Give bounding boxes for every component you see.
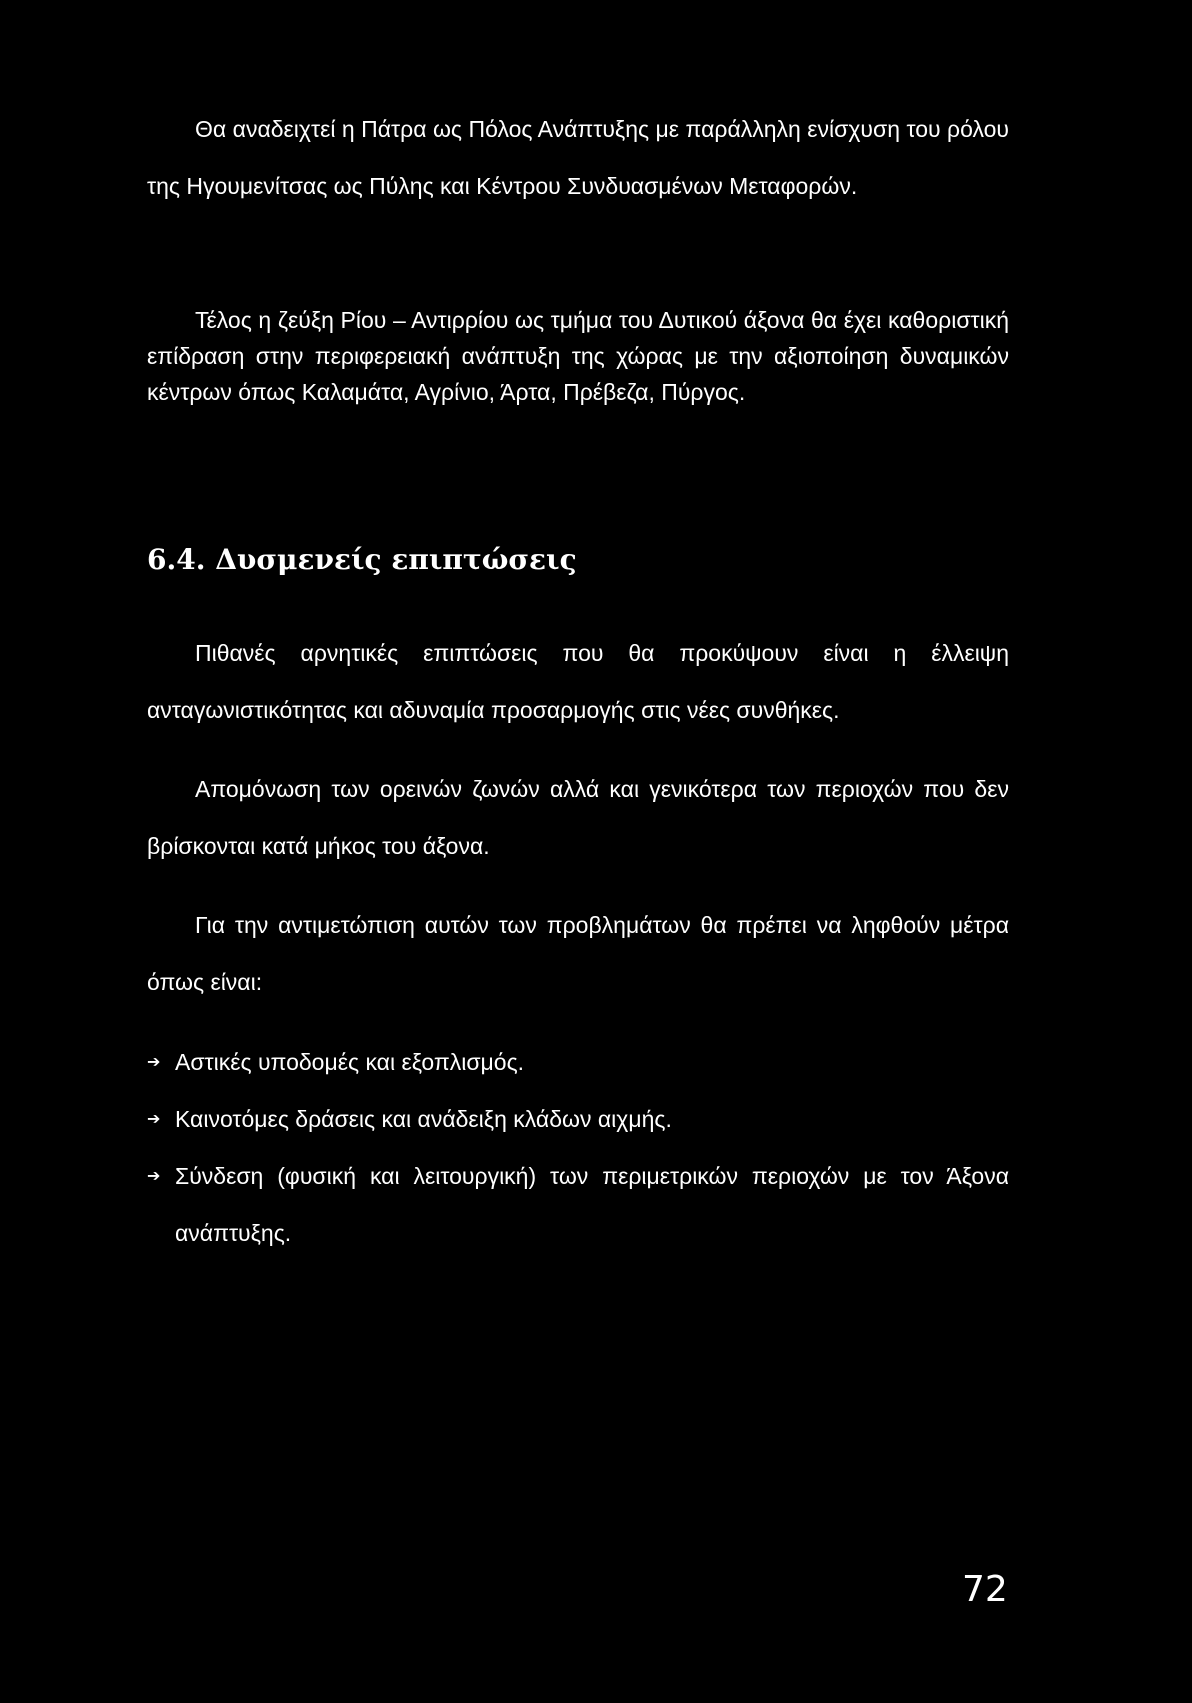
paragraph-isolation: Απομόνωση των ορεινών ζωνών αλλά και γενικότερα των περιοχών που δεν βρίσκονται κατά μήκος του άξονα.	[147, 776, 1009, 859]
list-item-text: Καινοτόμες δράσεις και ανάδειξη κλάδων αιχμής.	[175, 1106, 672, 1132]
list-item	[147, 1091, 1009, 1148]
section-heading: 6.4. Δυσμενείς επιπτώσεις	[147, 543, 577, 576]
list-item	[147, 1148, 1009, 1262]
paragraph-patra: Θα αναδειχτεί η Πάτρα ως Πόλος Ανάπτυξης με παράλληλη ενίσχυση του ρόλου της Ηγουμενίτσας ως Πύλης και Κέντρου Συνδυασμένων Μεταφορών.	[147, 116, 1009, 199]
list-item-text: Αστικές υποδομές και εξοπλισμός.	[175, 1049, 525, 1075]
arrow-right-icon: ➔	[147, 1111, 161, 1128]
paragraph-measures: Για την αντιμετώπιση αυτών των προβλημάτων θα πρέπει να ληφθούν μέτρα όπως είναι:	[147, 912, 1009, 995]
page-number: 72	[962, 1569, 1008, 1610]
paragraph-negative-effects: Πιθανές αρνητικές επιπτώσεις που θα προκύψουν είναι η έλλειψη ανταγωνιστικότητας και αδυναμία προσαρμογής στις νέες συνθήκες.	[147, 640, 1009, 723]
list-item	[147, 1034, 1009, 1091]
measures-list	[147, 1034, 1009, 1262]
list-item-text: Σύνδεση (φυσική και λειτουργική) των περιμετρικών περιοχών με τον Άξονα ανάπτυξης.	[175, 1163, 1009, 1246]
arrow-right-icon: ➔	[147, 1054, 161, 1071]
arrow-right-icon: ➔	[147, 1168, 161, 1185]
paragraph-rio-antirrio: Τέλος η ζεύξη Ρίου – Αντιρρίου ως τμήμα του Δυτικού άξονα θα έχει καθοριστική επίδραση στην περιφερειακή ανάπτυξη της χώρας με την αξιοποίηση δυναμικών κέντρων όπως Καλαμάτα, Αγρίνιο, Άρτα, Πρέβεζα, Πύργος.	[147, 307, 1009, 405]
